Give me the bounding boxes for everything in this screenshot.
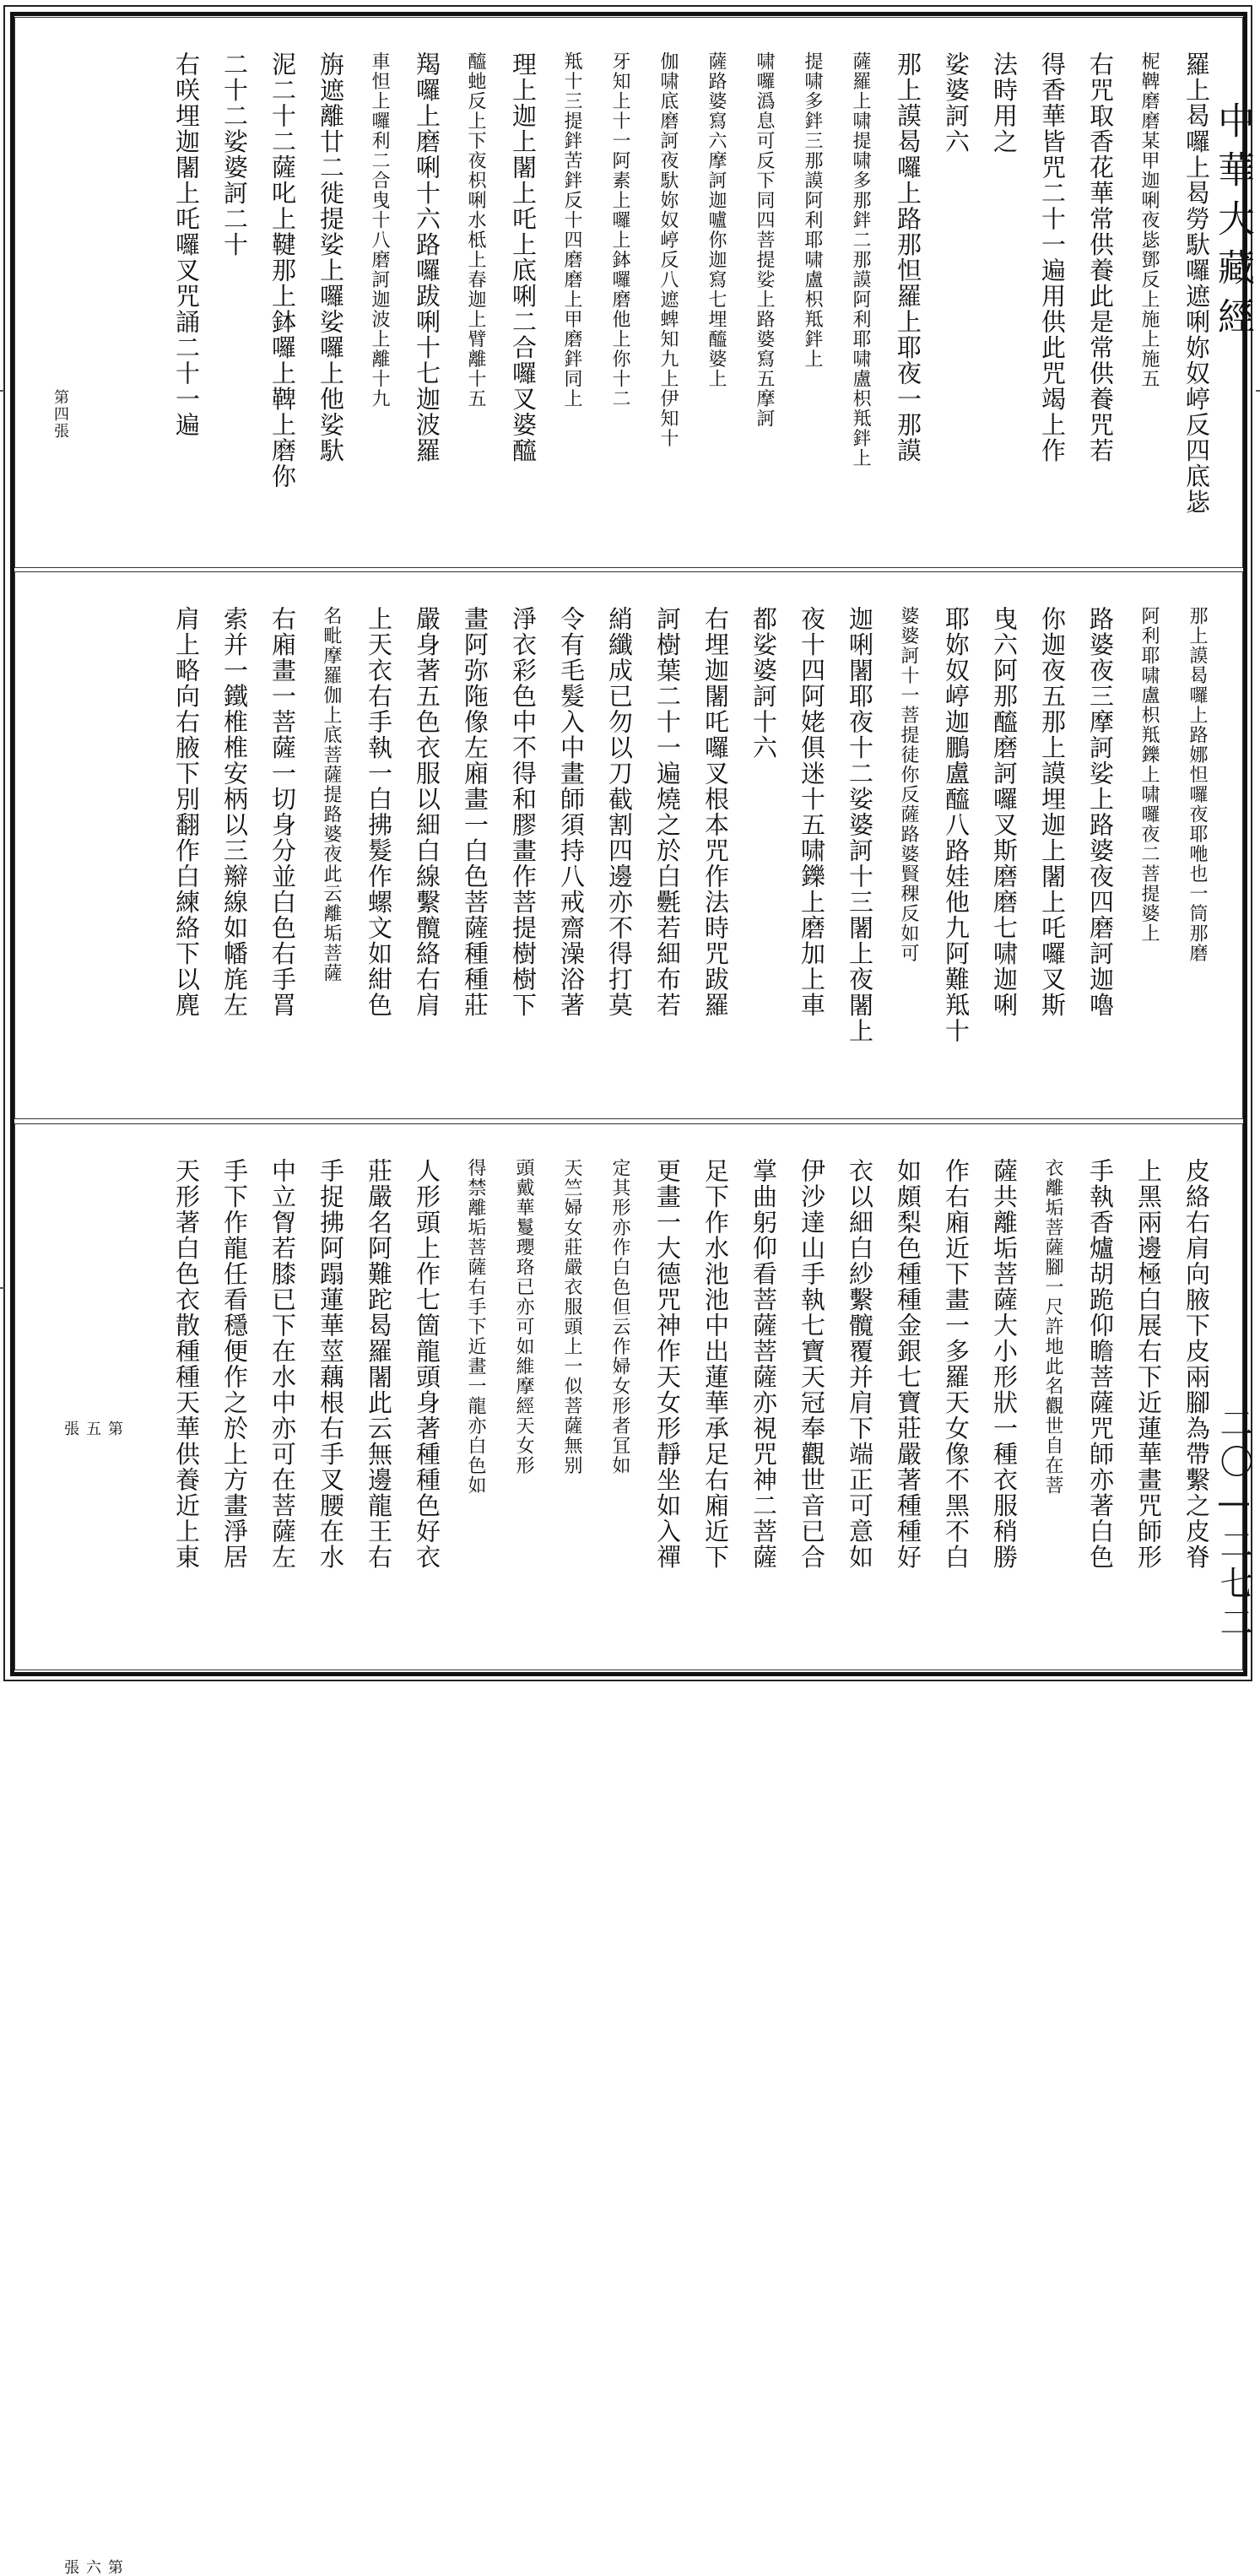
text-column: 車怛上囉利二合曳十八磨訶迦波上離十九 xyxy=(369,51,390,409)
text-column: 掌曲躬仰看菩薩菩薩亦視咒神二菩薩 xyxy=(749,1158,778,1570)
text-column: 上天衣右手執一白拂髮作螺文如紺色 xyxy=(365,606,393,1018)
text-column: 得禁離垢菩薩右手下近畫一龍亦白色如 xyxy=(465,1158,486,1496)
text-column: 那上謨曷囉上路娜怛囉夜耶咃也一筒那磨 xyxy=(1187,606,1208,963)
text-column: 伊沙達山手執七寶天冠奉觀世音已合 xyxy=(798,1158,826,1570)
text-column: 薩共離垢菩薩大小形狀一種衣服稍勝 xyxy=(990,1158,1019,1570)
text-column: 天形著白色衣散種種天華供養近上東 xyxy=(172,1158,201,1570)
text-column: 天竺婦女莊嚴衣服頭上一似菩薩無别 xyxy=(561,1158,582,1475)
text-column: 羯囉上磨唎十六路囉跋唎十七迦波羅 xyxy=(413,51,441,463)
text-column: 羝十三提鉡苦鉡反十四磨磨上甲磨鉡同上 xyxy=(561,51,582,409)
text-column: 娑婆訶六 xyxy=(942,51,971,154)
text-columns xyxy=(165,1158,1219,1648)
margin-tick xyxy=(0,390,4,392)
text-columns xyxy=(165,51,1219,541)
text-column: 理上迦上闍上吒上底唎二合囉叉婆醯 xyxy=(509,51,538,463)
text-column: 衣以細白紗繫髖覆并肩下端正可意如 xyxy=(846,1158,874,1570)
text-column: 得香華皆咒二十一遍用供此咒竭上作 xyxy=(1038,51,1067,463)
text-column: 手捉拂阿蹋蓮華莖藕根右手叉腰在水 xyxy=(316,1158,345,1570)
text-column: 薩羅上啸提啸多那鉡二那謨阿利耶啸盧枳羝鉡上 xyxy=(850,51,871,468)
text-column: 那上謨曷囉上路那怛羅上耶夜一那謨 xyxy=(894,51,922,463)
page-number: 二〇—二七二 xyxy=(1214,1405,1253,1643)
text-column: 阿利耶啸盧枳羝鑠上啸囉夜二菩提婆上 xyxy=(1138,606,1160,944)
text-column: 皮絡右肩向腋下皮兩腳為帶繫之皮脊 xyxy=(1182,1158,1211,1570)
text-column: 手下作龍任看穩便作之於上方畫淨居 xyxy=(220,1158,249,1570)
text-column: 右埋迦闍吒囉叉根本咒作法時咒跋羅 xyxy=(701,606,730,1018)
text-column: 提啸多鉡三那謨阿利耶啸盧枳羝鉡上 xyxy=(802,51,823,369)
text-column: 定其形亦作白色但云作婦女形者冝如 xyxy=(609,1158,630,1475)
text-column: 如頗梨色種種金銀七寶莊嚴著種種好 xyxy=(894,1158,922,1570)
text-column: 右咒取香花華常供養此是常供養咒若 xyxy=(1086,51,1115,463)
text-column: 莊嚴名阿難跎曷羅闍此云無邊龍王右 xyxy=(365,1158,393,1570)
text-column: 中立胷若膝已下在水中亦可在菩薩左 xyxy=(268,1158,297,1570)
text-column: 婆婆訶十一菩提徒你反薩路婆賢稞反如可 xyxy=(898,606,919,963)
text-column: 都娑婆訶十六 xyxy=(749,606,778,760)
text-column: 更畫一大德咒神作天女形靜坐如入禪 xyxy=(653,1158,682,1570)
text-column: 羅上曷囉上曷勞馱囉遮唎妳奴嵉反四底毖 xyxy=(1182,51,1211,515)
text-column: 肩上略向右腋下別翻作白練絡下以麂 xyxy=(172,606,201,1018)
text-column: 淨衣彩色中不得和膠畫作菩提樹樹下 xyxy=(509,606,538,1018)
folio-mark: 第六張 xyxy=(62,2559,123,2576)
text-column: 二十二娑婆訶二十 xyxy=(220,51,249,257)
text-column: 泥二十二薩叱上鞬那上鉢囉上鞞上磨你 xyxy=(268,51,297,490)
text-column: 曳六阿那醯磨訶囉叉斯磨磨七啸迦唎 xyxy=(990,606,1019,1018)
text-column: 你迦夜五那上謨埋迦上闍上吒囉叉斯 xyxy=(1038,606,1067,1018)
text-column: 路婆夜三摩訶娑上路婆夜四磨訶迦嚕 xyxy=(1086,606,1115,1018)
scripture-panel-1 xyxy=(14,17,1243,568)
scripture-panel-3 xyxy=(14,1123,1243,2576)
text-column: 訶樹葉二十一遍燒之於白氎若細布若 xyxy=(653,606,682,1018)
text-column: 畫阿弥陁像左廂畫一白色菩薩種種莊 xyxy=(461,606,489,1018)
text-column: 足下作水池池中出蓮華承足右廂近下 xyxy=(701,1158,730,1570)
text-column: 耶妳奴嵉迦鵬盧醯八路娃他九阿難羝十 xyxy=(942,606,971,1044)
text-column: 啸囉潙息可反下同四菩提娑上路婆寫五摩訶 xyxy=(754,51,775,429)
text-column: 牙知上十一阿素上囉上鉢囉磨他上你十二 xyxy=(609,51,630,409)
folio-mark: 第四張 xyxy=(51,389,69,440)
text-column: 迦唎闍耶夜十二娑婆訶十三闍上夜闍上 xyxy=(846,606,874,1044)
text-column: 索并一鐵椎椎安柄以三辮線如幡旄左 xyxy=(220,606,249,1018)
text-column: 柅鞞磨磨某甲迦唎夜毖鄧反上施上施五 xyxy=(1138,51,1160,389)
text-column: 右咲埋迦闍上吒囉叉咒誦二十一遍 xyxy=(172,51,201,438)
text-column: 名毗摩羅伽上底菩薩提路婆夜此云離垢菩薩 xyxy=(321,606,342,983)
margin-tick xyxy=(1256,390,1260,392)
text-column: 嚴身著五色衣服以細白線繫髖絡右肩 xyxy=(413,606,441,1018)
text-column: 令有毛髮入中畫師須持八戒齋澡浴著 xyxy=(557,606,586,1018)
folio-mark: 第五張 xyxy=(62,1421,123,1437)
text-column: 綃纖成已勿以刀截割四邊亦不得打莫 xyxy=(605,606,634,1018)
text-column: 夜十四阿姥俱迷十五啸鑠上磨加上車 xyxy=(798,606,826,1018)
text-column: 醯虵反上下夜枳唎水柢上春迦上臂離十五 xyxy=(465,51,486,409)
margin-tick xyxy=(0,1287,4,1289)
text-column: 伽啸底磨訶夜馱妳奴嵉反八遮蜱知九上伊知十 xyxy=(657,51,679,448)
text-column: 薩路婆寫六摩訶迦嚧你迦寫七埋醯婆上 xyxy=(706,51,727,389)
collection-title: 中華大藏經 xyxy=(1211,101,1254,346)
text-column: 作右廂近下畫一多羅天女像不黑不白 xyxy=(942,1158,971,1570)
text-column: 上黑兩邊極白展右下近蓮華畫咒師形 xyxy=(1134,1158,1163,1570)
text-column: 旃遮離廿二徙提娑上囉娑囉上他娑馱 xyxy=(316,51,345,463)
text-column: 法時用之 xyxy=(990,51,1019,154)
text-column: 頭戴華鬘瓔珞已亦可如維摩經天女形 xyxy=(513,1158,534,1475)
text-column: 人形頭上作七箇龍頭身著種種色好衣 xyxy=(413,1158,441,1570)
text-column: 右廂畫一菩薩一切身分並白色右手罥 xyxy=(268,606,297,1018)
text-column: 手執香爐胡跪仰瞻菩薩咒師亦著白色 xyxy=(1086,1158,1115,1570)
text-column: 衣離垢菩薩腳一尺許地此名觀世自在菩 xyxy=(1042,1158,1063,1496)
text-columns xyxy=(165,606,1219,1096)
